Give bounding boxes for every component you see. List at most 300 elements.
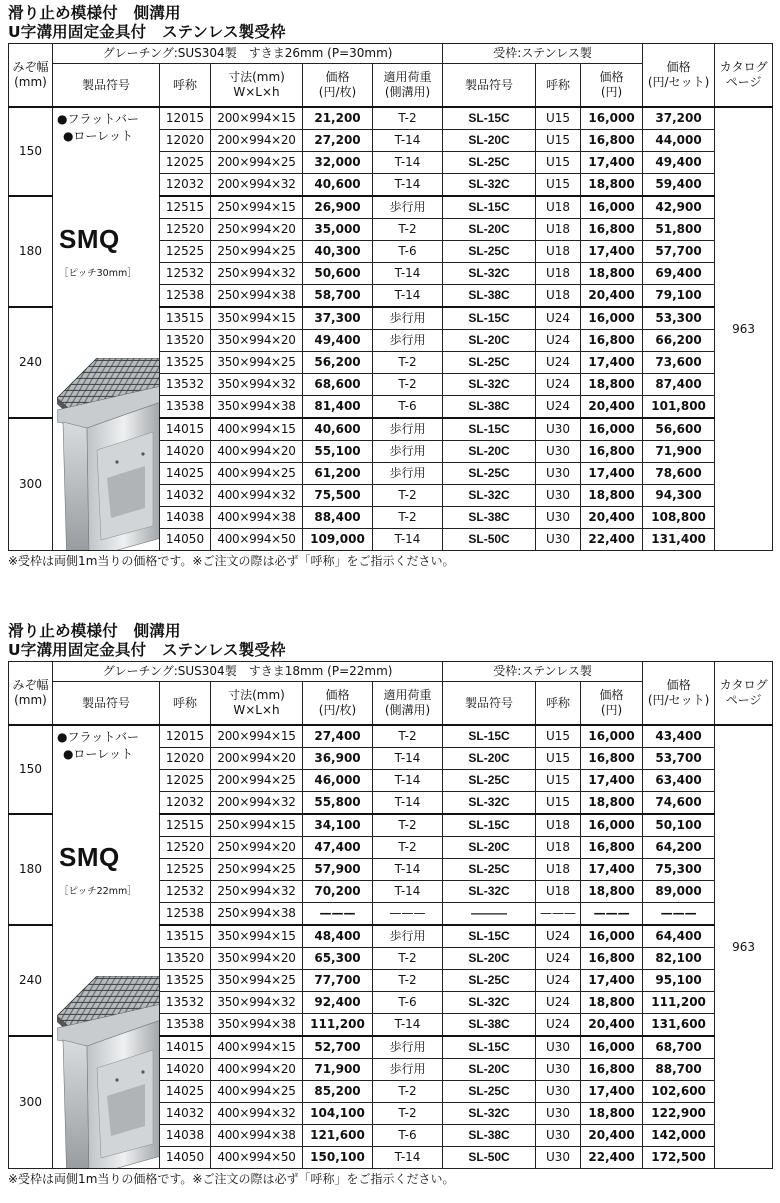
frame-code-cell: SL-25C xyxy=(443,463,536,485)
load-cell: 歩行用 xyxy=(373,463,443,485)
nominal-cell: 14025 xyxy=(160,463,211,485)
frame-nominal-cell: U24 xyxy=(536,374,581,396)
product-illustration-cell xyxy=(53,107,160,551)
frame-code-cell: SL-20C xyxy=(443,330,536,352)
frame-price-cell: 16,000 xyxy=(581,725,643,748)
set-price-cell: 73,600 xyxy=(643,352,715,374)
set-price-cell: 42,900 xyxy=(643,196,715,219)
frame-price-cell: 17,400 xyxy=(581,859,643,881)
grating-price-cell: 48,400 xyxy=(303,925,373,948)
grating-price-cell: 70,200 xyxy=(303,881,373,903)
set-price-cell: 50,100 xyxy=(643,814,715,837)
dimension-cell: 250×994×32 xyxy=(211,263,303,285)
frame-nominal-cell: ——— xyxy=(536,903,581,926)
frame-nominal-cell: U18 xyxy=(536,263,581,285)
grating-price-cell: 27,200 xyxy=(303,130,373,152)
frame-nominal-cell: U24 xyxy=(536,970,581,992)
nominal-cell: 12532 xyxy=(160,263,211,285)
nominal-cell: 12538 xyxy=(160,285,211,308)
load-cell: T-14 xyxy=(373,770,443,792)
frame-nominal-cell: U30 xyxy=(536,507,581,529)
header-price: 価格 (円/枚) xyxy=(303,682,373,726)
frame-code-cell: SL-38C xyxy=(443,1125,536,1147)
dimension-cell: 350×994×15 xyxy=(211,307,303,330)
grating-price-cell: 47,400 xyxy=(303,837,373,859)
dimension-cell: 350×994×32 xyxy=(211,374,303,396)
frame-nominal-cell: U30 xyxy=(536,485,581,507)
nominal-cell: 13538 xyxy=(160,396,211,419)
frame-price-cell: 16,800 xyxy=(581,748,643,770)
frame-code-cell: SL-32C xyxy=(443,174,536,197)
dimension-cell: 200×994×20 xyxy=(211,130,303,152)
load-cell: T-2 xyxy=(373,352,443,374)
dimension-cell: 400×994×25 xyxy=(211,1081,303,1103)
grating-price-cell: 75,500 xyxy=(303,485,373,507)
header-catalog-page: カタログ ページ xyxy=(715,662,773,726)
frame-nominal-cell: U24 xyxy=(536,396,581,419)
frame-nominal-cell: U24 xyxy=(536,352,581,374)
load-cell: T-14 xyxy=(373,881,443,903)
load-cell: T-14 xyxy=(373,529,443,551)
frame-price-cell: 20,400 xyxy=(581,1125,643,1147)
header-frame-nominal: 呼称 xyxy=(536,64,581,108)
frame-code-cell: SL-50C xyxy=(443,529,536,551)
frame-price-cell: 16,000 xyxy=(581,925,643,948)
price-table xyxy=(8,661,773,1169)
header-dimension: 寸法(mm) W×L×h xyxy=(211,64,303,108)
load-cell: 歩行用 xyxy=(373,1036,443,1059)
frame-nominal-cell: U15 xyxy=(536,792,581,815)
set-price-cell: 108,800 xyxy=(643,507,715,529)
dimension-cell: 350×994×15 xyxy=(211,925,303,948)
frame-nominal-cell: U18 xyxy=(536,814,581,837)
dimension-cell: 250×994×38 xyxy=(211,285,303,308)
header-nominal: 呼称 xyxy=(160,64,211,108)
dimension-cell: 250×994×38 xyxy=(211,903,303,926)
grating-price-cell: 40,600 xyxy=(303,418,373,441)
catalog-page-cell: 963 xyxy=(715,725,773,1169)
load-cell: T-14 xyxy=(373,1147,443,1169)
grating-price-cell: 40,600 xyxy=(303,174,373,197)
nominal-cell: 12032 xyxy=(160,174,211,197)
dimension-cell: 200×994×15 xyxy=(211,107,303,130)
load-cell: T-2 xyxy=(373,725,443,748)
frame-price-cell: 18,800 xyxy=(581,792,643,815)
dimension-cell: 400×994×32 xyxy=(211,1103,303,1125)
nominal-cell: 12520 xyxy=(160,219,211,241)
catalog-page-cell: 963 xyxy=(715,107,773,551)
frame-code-cell: SL-25C xyxy=(443,770,536,792)
nominal-cell: 12015 xyxy=(160,107,211,130)
frame-code-cell: SL-20C xyxy=(443,1059,536,1081)
frame-code-cell: SL-38C xyxy=(443,285,536,308)
set-price-cell: 74,600 xyxy=(643,792,715,815)
grating-price-cell: 111,200 xyxy=(303,1014,373,1037)
frame-price-cell: 22,400 xyxy=(581,529,643,551)
grating-price-cell: 34,100 xyxy=(303,814,373,837)
set-price-cell: 56,600 xyxy=(643,418,715,441)
nominal-cell: 13532 xyxy=(160,992,211,1014)
grating-price-cell: 68,600 xyxy=(303,374,373,396)
frame-code-cell: SL-25C xyxy=(443,970,536,992)
frame-nominal-cell: U15 xyxy=(536,152,581,174)
frame-nominal-cell: U30 xyxy=(536,1036,581,1059)
frame-nominal-cell: U18 xyxy=(536,859,581,881)
frame-nominal-cell: U30 xyxy=(536,1147,581,1169)
product-image xyxy=(57,358,160,551)
frame-price-cell: 16,800 xyxy=(581,948,643,970)
frame-code-cell: SL-15C xyxy=(443,107,536,130)
frame-price-cell: ——— xyxy=(581,903,643,926)
header-row-1 xyxy=(9,662,773,682)
feature-knurled: ●ローレット xyxy=(62,747,134,761)
frame-nominal-cell: U15 xyxy=(536,130,581,152)
header-frame-group: 受枠:ステンレス製 xyxy=(443,44,643,64)
frame-code-cell: SL-25C xyxy=(443,1081,536,1103)
dimension-cell: 400×994×25 xyxy=(211,463,303,485)
frame-nominal-cell: U30 xyxy=(536,1125,581,1147)
frame-nominal-cell: U18 xyxy=(536,196,581,219)
groove-width: 300 xyxy=(9,1036,53,1169)
frame-price-cell: 17,400 xyxy=(581,770,643,792)
frame-code-cell: SL-20C xyxy=(443,948,536,970)
grating-price-cell: ——— xyxy=(303,903,373,926)
frame-nominal-cell: U15 xyxy=(536,725,581,748)
dimension-cell: 350×994×25 xyxy=(211,352,303,374)
frame-price-cell: 17,400 xyxy=(581,1081,643,1103)
frame-nominal-cell: U15 xyxy=(536,107,581,130)
frame-nominal-cell: U18 xyxy=(536,285,581,308)
load-cell: T-2 xyxy=(373,507,443,529)
dimension-cell: 400×994×15 xyxy=(211,1036,303,1059)
frame-code-cell: SL-32C xyxy=(443,1103,536,1125)
table-body xyxy=(9,662,773,1169)
grating-price-cell: 58,700 xyxy=(303,285,373,308)
nominal-cell: 13525 xyxy=(160,352,211,374)
load-cell: T-2 xyxy=(373,374,443,396)
grating-price-cell: 85,200 xyxy=(303,1081,373,1103)
header-grating-group: グレーチング:SUS304製 すきま26mm (P=30mm) xyxy=(53,44,443,64)
load-cell: 歩行用 xyxy=(373,418,443,441)
frame-code-cell: SL-25C xyxy=(443,241,536,263)
dimension-cell: 250×994×20 xyxy=(211,837,303,859)
header-frame-price: 価格 (円) xyxy=(581,682,643,726)
frame-code-cell: SL-15C xyxy=(443,418,536,441)
pitch-label: ［ピッチ22mm］ xyxy=(59,886,137,897)
grating-price-cell: 49,400 xyxy=(303,330,373,352)
load-cell: 歩行用 xyxy=(373,925,443,948)
feature-flatbar: ●フラットバー xyxy=(57,112,139,126)
dimension-cell: 250×994×20 xyxy=(211,219,303,241)
dimension-cell: 400×994×38 xyxy=(211,1125,303,1147)
section-title-line1: 滑り止め模様付 側溝用 xyxy=(8,622,181,640)
set-price-cell: 75,300 xyxy=(643,859,715,881)
frame-nominal-cell: U24 xyxy=(536,948,581,970)
grating-price-cell: 65,300 xyxy=(303,948,373,970)
header-set-price: 価格 (円/セット) xyxy=(643,44,715,108)
set-price-cell: 59,400 xyxy=(643,174,715,197)
nominal-cell: 12032 xyxy=(160,792,211,815)
nominal-cell: 14032 xyxy=(160,485,211,507)
frame-code-cell: SL-50C xyxy=(443,1147,536,1169)
nominal-cell: 12015 xyxy=(160,725,211,748)
frame-price-cell: 16,000 xyxy=(581,307,643,330)
footnote: ※受枠は両側1m当りの価格です。※ご注文の際は必ず「呼称」をご指示ください。 xyxy=(8,554,455,568)
set-price-cell: 37,200 xyxy=(643,107,715,130)
grating-price-cell: 21,200 xyxy=(303,107,373,130)
dimension-cell: 400×994×50 xyxy=(211,529,303,551)
frame-nominal-cell: U18 xyxy=(536,881,581,903)
frame-price-cell: 17,400 xyxy=(581,152,643,174)
frame-nominal-cell: U24 xyxy=(536,307,581,330)
load-cell: T-14 xyxy=(373,1014,443,1037)
load-cell: T-14 xyxy=(373,859,443,881)
set-price-cell: 131,400 xyxy=(643,529,715,551)
header-frame-nominal: 呼称 xyxy=(536,682,581,726)
nominal-cell: 12538 xyxy=(160,903,211,926)
grating-price-cell: 61,200 xyxy=(303,463,373,485)
set-price-cell: 89,000 xyxy=(643,881,715,903)
header-load: 適用荷重 (側溝用) xyxy=(373,682,443,726)
nominal-cell: 14020 xyxy=(160,1059,211,1081)
set-price-cell: 78,600 xyxy=(643,463,715,485)
dimension-cell: 200×994×32 xyxy=(211,174,303,197)
nominal-cell: 14050 xyxy=(160,529,211,551)
frame-code-cell: SL-32C xyxy=(443,263,536,285)
load-cell: T-14 xyxy=(373,263,443,285)
frame-price-cell: 22,400 xyxy=(581,1147,643,1169)
nominal-cell: 13520 xyxy=(160,948,211,970)
grating-price-cell: 35,000 xyxy=(303,219,373,241)
nominal-cell: 13520 xyxy=(160,330,211,352)
frame-nominal-cell: U24 xyxy=(536,925,581,948)
header-grating-group: グレーチング:SUS304製 すきま18mm (P=22mm) xyxy=(53,662,443,682)
nominal-cell: 13538 xyxy=(160,1014,211,1037)
frame-nominal-cell: U30 xyxy=(536,463,581,485)
header-nominal: 呼称 xyxy=(160,682,211,726)
frame-price-cell: 18,800 xyxy=(581,1103,643,1125)
frame-price-cell: 16,000 xyxy=(581,107,643,130)
load-cell: 歩行用 xyxy=(373,307,443,330)
set-price-cell: 66,200 xyxy=(643,330,715,352)
frame-code-cell: SL-20C xyxy=(443,748,536,770)
frame-nominal-cell: U24 xyxy=(536,330,581,352)
frame-code-cell: SL-25C xyxy=(443,152,536,174)
frame-nominal-cell: U18 xyxy=(536,219,581,241)
frame-price-cell: 16,800 xyxy=(581,441,643,463)
header-frame-code: 製品符号 xyxy=(443,682,536,726)
header-product-code: 製品符号 xyxy=(53,64,160,108)
frame-nominal-cell: U30 xyxy=(536,441,581,463)
frame-code-cell: SL-15C xyxy=(443,1036,536,1059)
dimension-cell: 350×994×20 xyxy=(211,330,303,352)
frame-price-cell: 20,400 xyxy=(581,507,643,529)
grating-price-cell: 104,100 xyxy=(303,1103,373,1125)
grating-price-cell: 88,400 xyxy=(303,507,373,529)
frame-code-cell: SL-15C xyxy=(443,814,536,837)
frame-code-cell: SL-15C xyxy=(443,196,536,219)
set-price-cell: 44,000 xyxy=(643,130,715,152)
frame-price-cell: 16,000 xyxy=(581,1036,643,1059)
load-cell: T-14 xyxy=(373,174,443,197)
frame-code-cell: SL-15C xyxy=(443,925,536,948)
grating-price-cell: 150,100 xyxy=(303,1147,373,1169)
grating-price-cell: 32,000 xyxy=(303,152,373,174)
feature-list xyxy=(57,729,139,763)
groove-width: 180 xyxy=(9,814,53,925)
header-width: みぞ幅 (mm) xyxy=(9,662,53,726)
pitch-label: ［ピッチ30mm］ xyxy=(59,268,137,279)
load-cell: T-2 xyxy=(373,107,443,130)
nominal-cell: 14015 xyxy=(160,1036,211,1059)
dimension-cell: 250×994×25 xyxy=(211,241,303,263)
load-cell: T-6 xyxy=(373,1125,443,1147)
nominal-cell: 12525 xyxy=(160,859,211,881)
frame-code-cell: SL-15C xyxy=(443,307,536,330)
dimension-cell: 250×994×25 xyxy=(211,859,303,881)
price-table xyxy=(8,43,773,551)
feature-list xyxy=(57,111,139,145)
groove-width: 240 xyxy=(9,307,53,418)
load-cell: T-2 xyxy=(373,219,443,241)
frame-code-cell: SL-32C xyxy=(443,485,536,507)
frame-price-cell: 17,400 xyxy=(581,352,643,374)
brand-logo: SMQ xyxy=(59,842,120,872)
header-catalog-page: カタログ ページ xyxy=(715,44,773,108)
dimension-cell: 350×994×32 xyxy=(211,992,303,1014)
load-cell: T-14 xyxy=(373,748,443,770)
load-cell: 歩行用 xyxy=(373,196,443,219)
nominal-cell: 12532 xyxy=(160,881,211,903)
frame-code-cell: SL-38C xyxy=(443,396,536,419)
grating-price-cell: 71,900 xyxy=(303,1059,373,1081)
nominal-cell: 14020 xyxy=(160,441,211,463)
set-price-cell: 88,700 xyxy=(643,1059,715,1081)
grating-price-cell: 92,400 xyxy=(303,992,373,1014)
feature-knurled: ●ローレット xyxy=(62,129,134,143)
table-row xyxy=(9,107,773,130)
frame-price-cell: 16,000 xyxy=(581,196,643,219)
nominal-cell: 13525 xyxy=(160,970,211,992)
header-dimension: 寸法(mm) W×L×h xyxy=(211,682,303,726)
dimension-cell: 250×994×32 xyxy=(211,881,303,903)
load-cell: T-14 xyxy=(373,130,443,152)
grating-price-cell: 52,700 xyxy=(303,1036,373,1059)
frame-nominal-cell: U30 xyxy=(536,1081,581,1103)
nominal-cell: 12020 xyxy=(160,130,211,152)
header-frame-code: 製品符号 xyxy=(443,64,536,108)
nominal-cell: 14025 xyxy=(160,1081,211,1103)
grating-price-cell: 81,400 xyxy=(303,396,373,419)
set-price-cell: 68,700 xyxy=(643,1036,715,1059)
frame-nominal-cell: U18 xyxy=(536,241,581,263)
frame-price-cell: 16,000 xyxy=(581,814,643,837)
frame-nominal-cell: U30 xyxy=(536,1103,581,1125)
frame-price-cell: 16,800 xyxy=(581,130,643,152)
groove-width: 150 xyxy=(9,725,53,814)
set-price-cell: 94,300 xyxy=(643,485,715,507)
dimension-cell: 250×994×15 xyxy=(211,196,303,219)
frame-price-cell: 16,800 xyxy=(581,837,643,859)
price-section-2 xyxy=(8,622,772,1187)
grating-price-cell: 27,400 xyxy=(303,725,373,748)
set-price-cell: 122,900 xyxy=(643,1103,715,1125)
frame-nominal-cell: U24 xyxy=(536,992,581,1014)
nominal-cell: 13515 xyxy=(160,307,211,330)
frame-code-cell: SL-20C xyxy=(443,130,536,152)
load-cell: T-6 xyxy=(373,396,443,419)
section-title-line1: 滑り止め模様付 側溝用 xyxy=(8,4,181,22)
table-body xyxy=(9,44,773,551)
frame-price-cell: 18,800 xyxy=(581,881,643,903)
load-cell: 歩行用 xyxy=(373,1059,443,1081)
frame-nominal-cell: U18 xyxy=(536,837,581,859)
groove-width: 240 xyxy=(9,925,53,1036)
load-cell: T-2 xyxy=(373,970,443,992)
price-section-1 xyxy=(8,4,772,569)
frame-code-cell: SL-25C xyxy=(443,352,536,374)
set-price-cell: 95,100 xyxy=(643,970,715,992)
frame-code-cell: SL-20C xyxy=(443,837,536,859)
frame-nominal-cell: U15 xyxy=(536,770,581,792)
load-cell: 歩行用 xyxy=(373,330,443,352)
frame-price-cell: 20,400 xyxy=(581,396,643,419)
table-row xyxy=(9,725,773,748)
frame-code-cell: SL-20C xyxy=(443,219,536,241)
nominal-cell: 12525 xyxy=(160,241,211,263)
footnote: ※受枠は両側1m当りの価格です。※ご注文の際は必ず「呼称」をご指示ください。 xyxy=(8,1172,455,1186)
set-price-cell: 172,500 xyxy=(643,1147,715,1169)
frame-code-cell: SL-38C xyxy=(443,507,536,529)
dimension-cell: 350×994×20 xyxy=(211,948,303,970)
frame-price-cell: 17,400 xyxy=(581,970,643,992)
frame-nominal-cell: U30 xyxy=(536,418,581,441)
set-price-cell: 53,700 xyxy=(643,748,715,770)
frame-nominal-cell: U24 xyxy=(536,1014,581,1037)
dimension-cell: 400×994×38 xyxy=(211,507,303,529)
load-cell: T-14 xyxy=(373,792,443,815)
load-cell: T-2 xyxy=(373,837,443,859)
frame-code-cell: SL-32C xyxy=(443,881,536,903)
set-price-cell: 51,800 xyxy=(643,219,715,241)
load-cell: T-14 xyxy=(373,285,443,308)
frame-price-cell: 16,800 xyxy=(581,330,643,352)
dimension-cell: 350×994×38 xyxy=(211,1014,303,1037)
frame-price-cell: 17,400 xyxy=(581,463,643,485)
load-cell: T-6 xyxy=(373,241,443,263)
frame-price-cell: 16,000 xyxy=(581,418,643,441)
set-price-cell: 111,200 xyxy=(643,992,715,1014)
frame-price-cell: 16,800 xyxy=(581,1059,643,1081)
frame-price-cell: 18,800 xyxy=(581,485,643,507)
grating-product-image xyxy=(57,976,160,1169)
frame-nominal-cell: U15 xyxy=(536,748,581,770)
grating-price-cell: 46,000 xyxy=(303,770,373,792)
header-row-1 xyxy=(9,44,773,64)
header-frame-price: 価格 (円) xyxy=(581,64,643,108)
header-width: みぞ幅 (mm) xyxy=(9,44,53,108)
groove-width: 300 xyxy=(9,418,53,551)
set-price-cell: 63,400 xyxy=(643,770,715,792)
set-price-cell: 49,400 xyxy=(643,152,715,174)
dimension-cell: 400×994×15 xyxy=(211,418,303,441)
grating-price-cell: 37,300 xyxy=(303,307,373,330)
grating-price-cell: 50,600 xyxy=(303,263,373,285)
header-set-price: 価格 (円/セット) xyxy=(643,662,715,726)
load-cell: T-2 xyxy=(373,814,443,837)
nominal-cell: 13532 xyxy=(160,374,211,396)
frame-price-cell: 18,800 xyxy=(581,374,643,396)
